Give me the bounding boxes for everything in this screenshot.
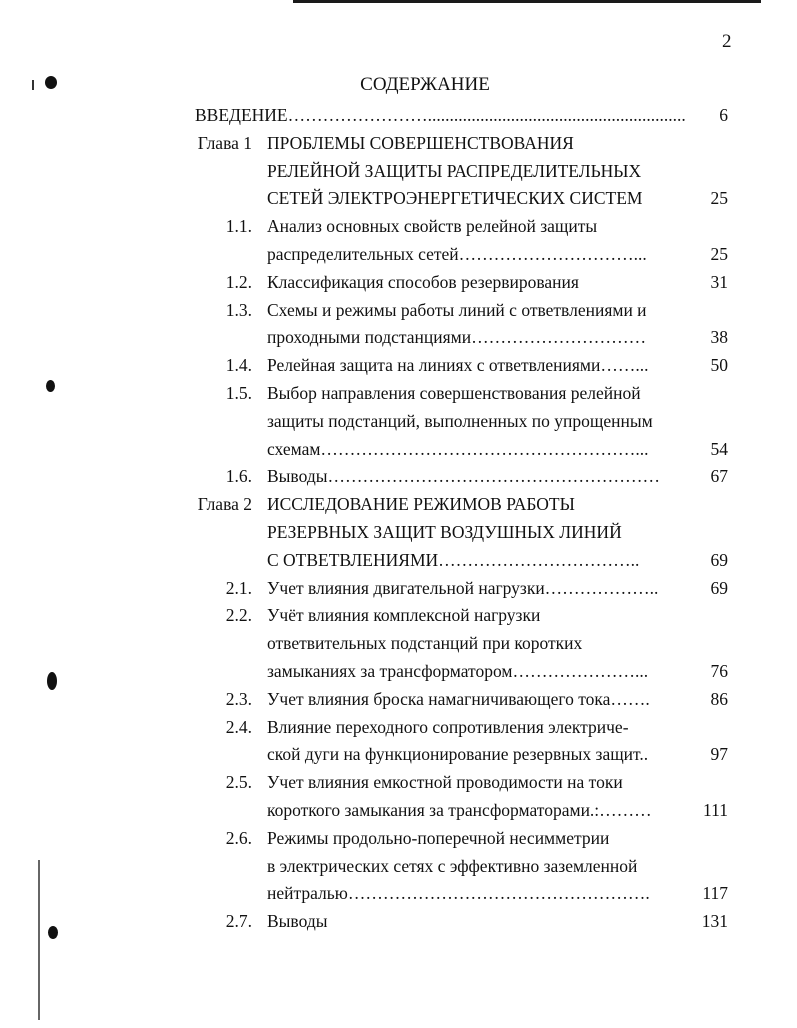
toc-line [0,379,797,407]
toc-entry-page: 111 [703,800,728,820]
toc-line [0,601,797,629]
toc-entry-page: 54 [710,438,728,459]
toc-entry-page: 38 [710,327,728,348]
toc-entry-page: 31 [710,271,728,292]
toc-entry-number: 1.3. [225,299,252,320]
toc-entry-number: 2.7. [225,911,252,932]
toc-entry-title: защиты подстанций, выполненных по упрощенным [267,410,653,431]
toc-entry-title: распределительных сетей…………………………... [267,244,647,264]
toc-entry-title: Выбор направления совершенствования релейной [267,383,641,403]
toc-entry-title: Выводы………………………………………………… [267,466,660,487]
toc-line [0,296,797,324]
toc-line [0,907,797,935]
toc-entry-number: Глава 1 [197,132,252,153]
toc-entry-page: 131 [701,911,728,932]
toc-entry-title: РЕЛЕЙНОЙ ЗАЩИТЫ РАСПРЕДЕЛИТЕЛЬНЫХ [267,160,642,181]
toc-entry-title: ответвительных подстанций при коротких [267,633,583,654]
toc-entry-number: 1.2. [225,271,252,292]
toc-line [0,129,797,157]
toc-entry-title: ской дуги на функционирование резервных защит.. [267,744,649,765]
toc-entry-page: 50 [710,355,728,376]
toc-entry-title: схемам………………………………………………... [267,438,649,459]
toc-entry-number: 2.3. [225,688,252,709]
toc-entry-title: Учет влияния броска намагничивающего тока……. [267,688,650,709]
toc-entry-page: 86 [710,688,728,709]
scan-mark [32,80,34,90]
scan-mark [38,860,40,1020]
toc-entry-title: ИССЛЕДОВАНИЕ РЕЖИМОВ РАБОТЫ [267,494,575,515]
toc-line [0,796,797,824]
toc-line [0,852,797,880]
page-number: 2 [722,31,732,52]
toc-entry-page: 6 [719,105,728,125]
toc-entry-title: Учет влияния емкостной проводимости на токи [267,772,623,793]
page-title: СОДЕРЖАНИЕ [360,74,490,95]
toc-entry-title: Влияние переходного сопротивления электриче- [267,716,629,737]
toc-line [0,518,797,546]
toc-line [0,740,797,768]
toc-line [0,685,797,713]
toc-line [0,240,797,268]
toc-line [0,212,797,240]
toc-entry-title: Релейная защита на линиях с ответвлениями……... [267,355,649,376]
toc-entry-number: 2.5. [225,772,252,793]
toc-entry-title: ВВЕДЕНИЕ……………………........................................................... [195,105,686,125]
toc-line [0,323,797,351]
toc-line [0,490,797,518]
toc-line [0,435,797,463]
toc-line [0,713,797,741]
toc-line [0,657,797,685]
toc-entry-number: Глава 2 [197,494,252,515]
toc-entry-page: 25 [710,244,728,264]
toc-entry-page: 117 [702,883,728,904]
toc-entry-title: Учёт влияния комплексной нагрузки [267,605,541,626]
scan-mark [45,76,57,89]
toc-entry-title: ПРОБЛЕМЫ СОВЕРШЕНСТВОВАНИЯ [267,132,574,153]
toc-line [0,407,797,435]
scan-mark [48,926,58,939]
toc-entry-number: 2.1. [225,577,252,598]
toc-line [0,101,797,129]
toc-entry-number: 2.4. [225,716,252,737]
toc-entry-title: нейтралью……………………………………………. [267,883,650,904]
toc-entry-number: 1.6. [225,466,252,487]
toc-line [0,546,797,574]
toc-line [0,768,797,796]
toc-entry-title: Учет влияния двигательной нагрузки……………….. [267,577,659,598]
toc-entry-title: Анализ основных свойств релейной защиты [267,216,598,237]
toc-entry-page: 67 [710,466,728,487]
toc-entry-page: 25 [710,188,728,209]
top-border-line [293,0,761,3]
toc-entry-title: Выводы [267,911,328,932]
toc-entry-title: С ОТВЕТВЛЕНИЯМИ…………………………….. [267,549,640,570]
toc-line [0,629,797,657]
toc-entry-number: 1.4. [225,355,252,376]
toc-entry-title: замыканиях за трансформатором…………………... [267,661,649,681]
toc-entry-title: Режимы продольно-поперечной несимметрии [267,827,610,848]
toc-line [0,574,797,602]
toc-entry-number: 1.5. [225,383,252,403]
toc-entry-title: СЕТЕЙ ЭЛЕКТРОЭНЕРГЕТИЧЕСКИХ СИСТЕМ [267,188,643,209]
toc-entry-title: Схемы и режимы работы линий с ответвлениями и [267,299,647,320]
toc-entry-number: 2.2. [225,605,252,626]
toc-entry-title: Классификация способов резервирования [267,271,579,292]
toc-entry-page: 97 [710,744,728,765]
toc-line [0,157,797,185]
scan-mark [47,672,57,690]
toc-entry-title: в электрических сетях с эффективно заземленной [267,855,638,876]
toc-line [0,184,797,212]
toc-line [0,351,797,379]
toc-line [0,268,797,296]
toc-entry-page: 69 [710,549,728,570]
toc-entry-number: 1.1. [225,216,252,237]
scan-mark [46,380,55,392]
toc-entry-title: проходными подстанциями………………………… [267,327,647,348]
toc-entry-title: короткого замыкания за трансформаторами.:……… [267,800,652,820]
toc-line [0,462,797,490]
toc-line [0,824,797,852]
toc-entry-page: 69 [710,577,728,598]
toc-entry-page: 76 [710,661,728,681]
toc-line [0,879,797,907]
toc-entry-number: 2.6. [225,827,252,848]
toc-entry-title: РЕЗЕРВНЫХ ЗАЩИТ ВОЗДУШНЫХ ЛИНИЙ [267,522,622,542]
